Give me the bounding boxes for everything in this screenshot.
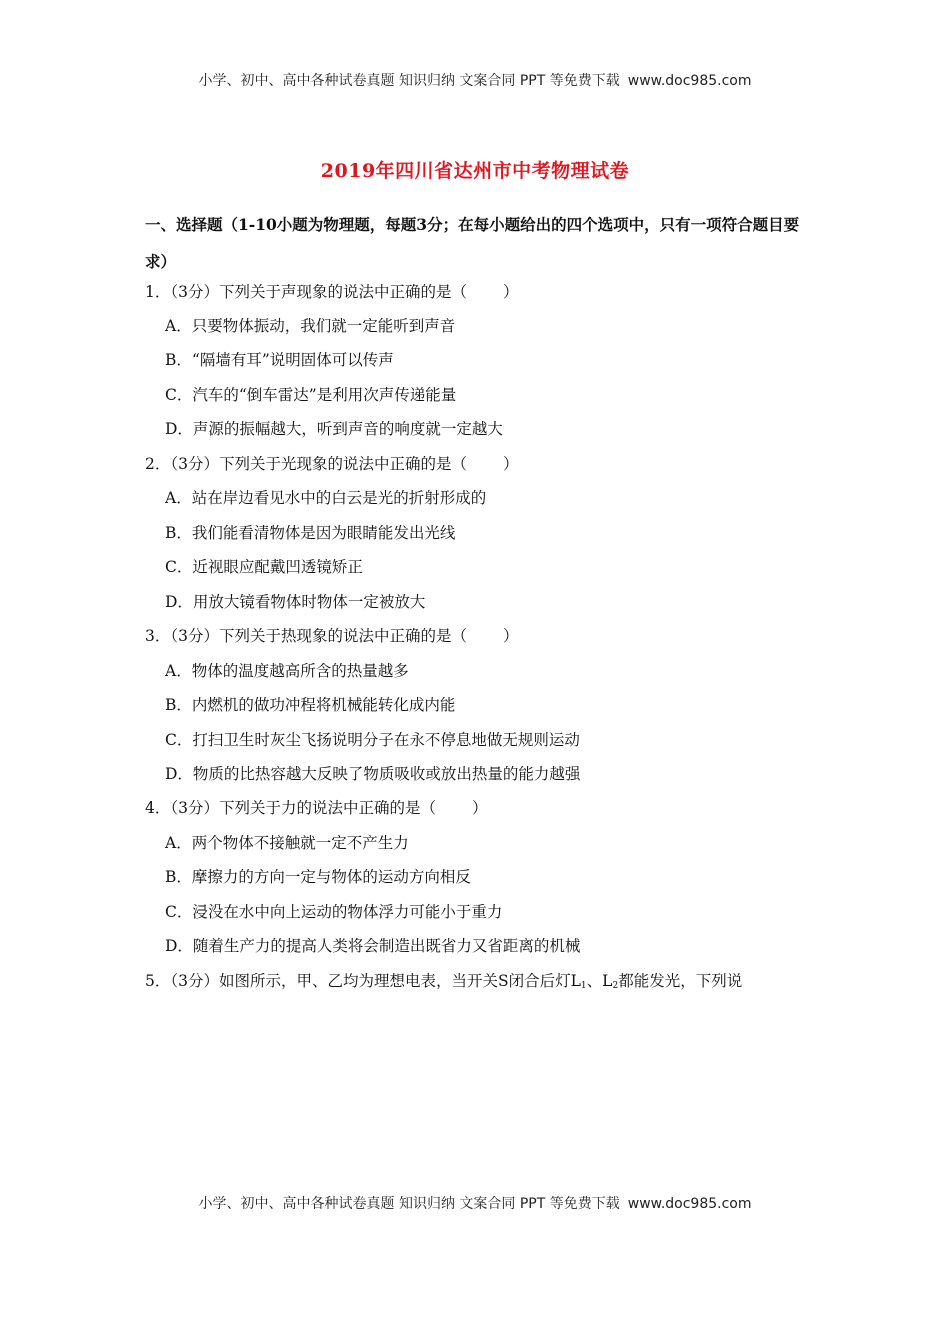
question-stem: 如图所示，甲、乙均为理想电表，当开关S闭合后灯L	[219, 972, 581, 990]
question-3	[145, 624, 519, 646]
question-score: （3分）	[170, 283, 219, 301]
option-3c: C．打扫卫生时灰尘飞扬说明分子在永不停息地做无规则运动	[165, 731, 580, 749]
subscript: 2	[612, 981, 619, 991]
paren-close: ）	[503, 283, 519, 301]
question-score: （3分）	[170, 627, 219, 645]
option-1b: B．“隔墙有耳”说明固体可以传声	[165, 351, 394, 369]
question-number: 2．	[145, 455, 171, 473]
option-4b: B．摩擦力的方向一定与物体的运动方向相反	[165, 868, 471, 886]
question-stem: 下列关于光现象的说法中正确的是（	[219, 455, 468, 473]
page-header	[0, 70, 950, 90]
question-number: 1．	[145, 283, 171, 301]
option-1a: A．只要物体振动，我们就一定能听到声音	[165, 317, 456, 335]
option-3d: D．物质的比热容越大反映了物质吸收或放出热量的能力越强	[165, 765, 581, 783]
question-number: 3．	[145, 627, 171, 645]
option-2d: D．用放大镜看物体时物体一定被放大	[165, 593, 426, 611]
question-stem: 下列关于热现象的说法中正确的是（	[219, 627, 468, 645]
question-number: 5．	[145, 972, 171, 990]
document-title: 2019年四川省达州市中考物理试卷	[320, 160, 630, 182]
question-2	[145, 452, 519, 474]
option-1c: C．汽车的“倒车雷达”是利用次声传递能量	[165, 386, 457, 404]
header-url[interactable]: www.doc985.com	[627, 73, 752, 89]
paren-close: ）	[472, 799, 488, 817]
option-3b: B．内燃机的做功冲程将机械能转化成内能	[165, 696, 456, 714]
question-stem: 、L	[586, 972, 613, 990]
option-4d: D．随着生产力的提高人类将会制造出既省力又省距离的机械	[165, 937, 581, 955]
option-4c: C．浸没在水中向上运动的物体浮力可能小于重力	[165, 903, 503, 921]
option-2b: B．我们能看清物体是因为眼睛能发出光线	[165, 524, 456, 542]
question-1	[145, 280, 519, 302]
question-score: （3分）	[170, 455, 219, 473]
paren-close: ）	[503, 627, 519, 645]
question-5	[145, 969, 742, 991]
page-footer	[0, 1193, 950, 1213]
footer-text: 小学、初中、高中各种试卷真题 知识归纳 文案合同 PPT 等免费下载	[198, 1196, 620, 1212]
option-2c: C．近视眼应配戴凹透镜矫正	[165, 558, 363, 576]
question-stem: 下列关于声现象的说法中正确的是（	[219, 283, 468, 301]
paren-close: ）	[503, 455, 519, 473]
question-stem: 都能发光，下列说	[618, 972, 743, 990]
subscript: 1	[580, 981, 587, 991]
question-4	[145, 796, 488, 818]
footer-url[interactable]: www.doc985.com	[627, 1196, 752, 1212]
option-3a: A．物体的温度越高所含的热量越多	[165, 662, 409, 680]
option-1d: D．声源的振幅越大，听到声音的响度就一定越大	[165, 420, 503, 438]
option-2a: A．站在岸边看见水中的白云是光的折射形成的	[165, 489, 487, 507]
question-stem: 下列关于力的说法中正确的是（	[219, 799, 437, 817]
question-score: （3分）	[170, 972, 219, 990]
question-score: （3分）	[170, 799, 219, 817]
question-number: 4．	[145, 799, 171, 817]
option-4a: A．两个物体不接触就一定不产生力	[165, 834, 409, 852]
section-heading: 一、选择题（1-10小题为物理题，每题3分；在每小题给出的四个选项中，只有一项符合题目要求）	[145, 215, 800, 271]
header-text: 小学、初中、高中各种试卷真题 知识归纳 文案合同 PPT 等免费下载	[198, 73, 620, 89]
